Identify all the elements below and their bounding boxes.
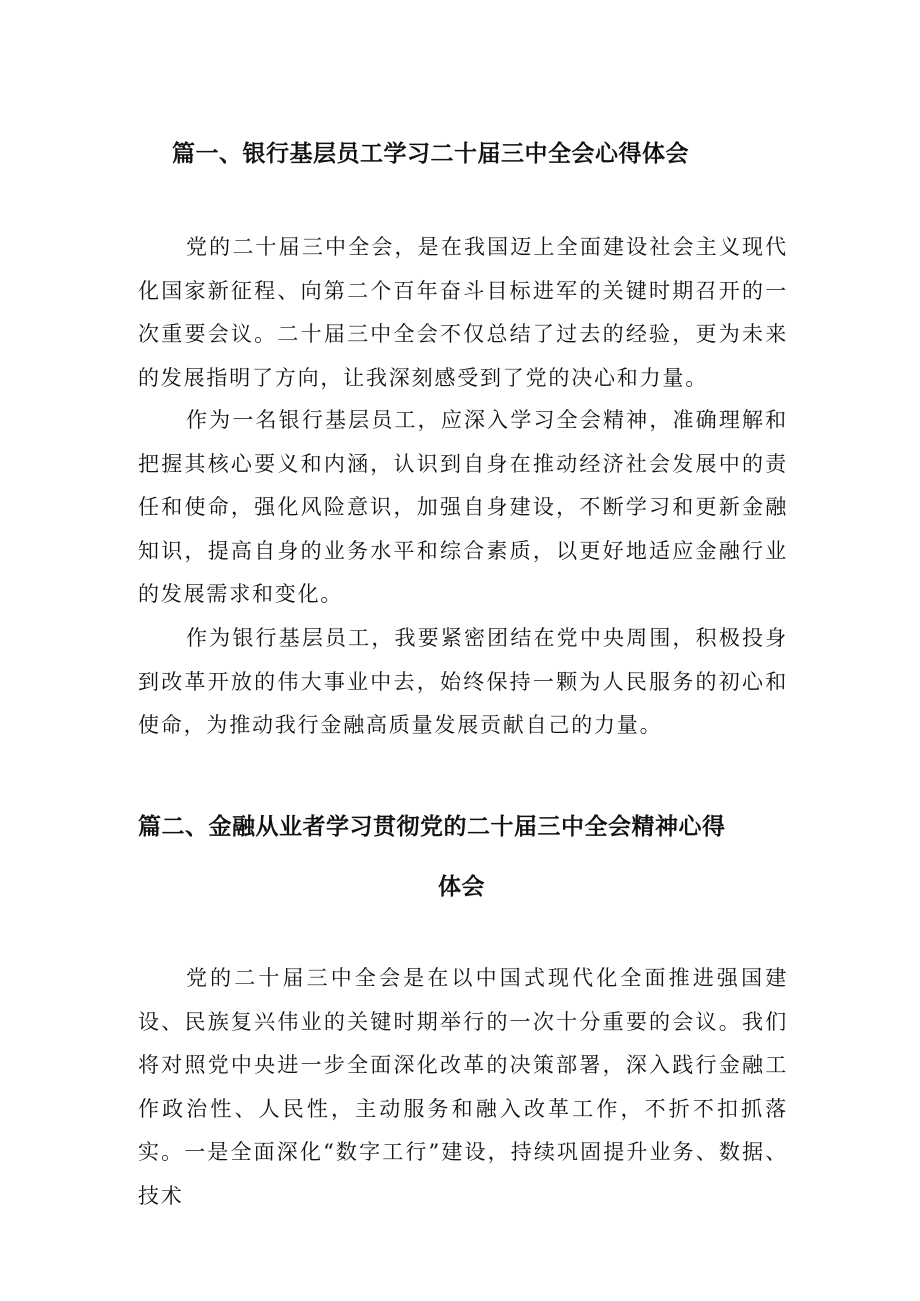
article-2-title-line-2: 体会 [438,874,485,900]
article-1-title: 篇一、银行基层员工学习二十届三中全会心得体会 [172,141,689,167]
article-2-title-line-1: 篇二、金融从业者学习贯彻党的二十届三中全会精神心得 [138,814,726,840]
article-1-paragraph-2: 作为一名银行基层员工，应深入学习全会精神，准确理解和把握其核心要义和内涵，认识到自身在推动经济社会发展中的责任和使命，强化风险意识，加强自身建设，不断学习和更新金融知识，提高自身的业务水平和综合素质，以更好地适应金融行业的发展需求和变化。 [138,408,788,606]
article-1-paragraph-1: 党的二十届三中全会，是在我国迈上全面建设社会主义现代化国家新征程、向第二个百年奋斗目标进军的关键时期召开的一次重要会议。二十届三中全会不仅总结了过去的经验，更为未来的发展指明了方向，让我深刻感受到了党的决心和力量。 [138,235,788,390]
article-2-paragraph-1: 党的二十届三中全会是在以中国式现代化全面推进强国建设、民族复兴伟业的关键时期举行的一次十分重要的会议。我们将对照党中央进一步全面深化改革的决策部署，深入践行金融工作政治性、人民性，主动服务和融入改革工作，不折不扣抓落实。一是全面深化“数字工行”建设，持续巩固提升业务、数据、技术 [138,966,788,1208]
article-1-paragraph-3: 作为银行基层员工，我要紧密团结在党中央周围，积极投身到改革开放的伟大事业中去，始终保持一颗为人民服务的初心和使命，为推动我行金融高质量发展贡献自己的力量。 [138,626,788,737]
